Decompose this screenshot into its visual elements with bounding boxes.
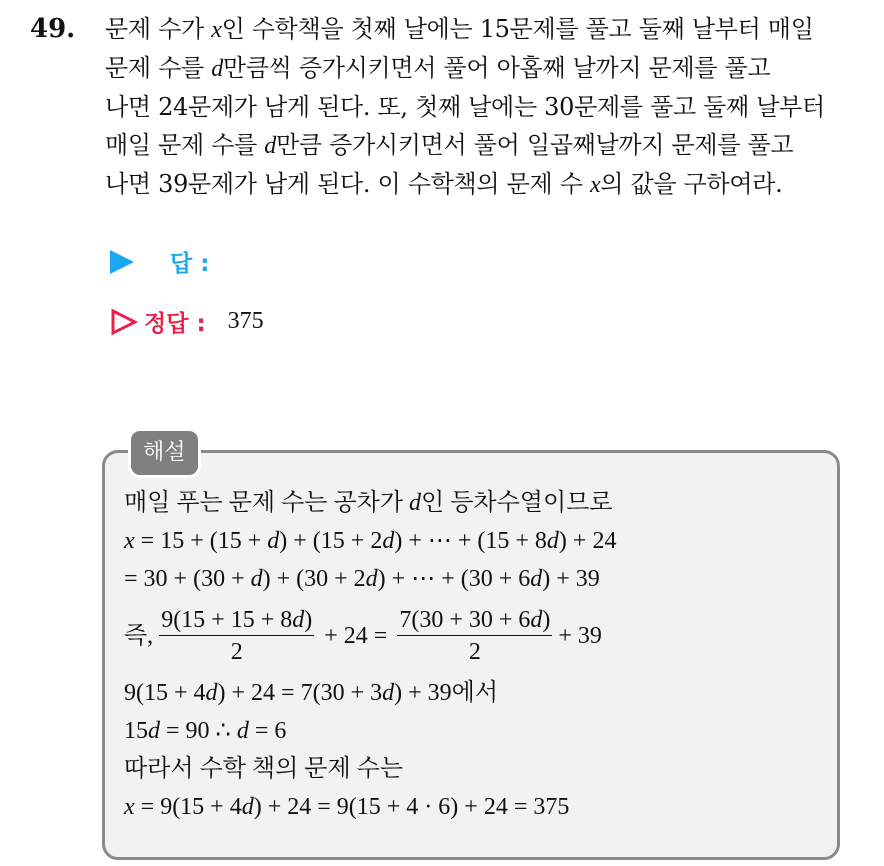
solution-line-2: x = 15 + (15 + d) + (15 + 2d) + ⋯ + (15 + 8d) + 24 bbox=[124, 528, 617, 554]
correct-answer-value: 375 bbox=[227, 308, 264, 334]
solution-line-4-prefix: 즉, bbox=[124, 623, 154, 649]
solution-line-4-mid: + 24 = bbox=[324, 623, 388, 649]
math-variable: d bbox=[267, 528, 280, 554]
solution-line-3: = 30 + (30 + d) + (30 + 2d) + ⋯ + (30 + 6d) + 39 bbox=[124, 566, 600, 592]
math-variable: d bbox=[382, 680, 395, 706]
problem-line-1: 문제 수가 x인 수학책을 첫째 날에는 15문제를 풀고 둘째 날부터 매일 bbox=[105, 15, 814, 43]
solution-line-6: 15d = 90 ∴ d = 6 bbox=[124, 718, 287, 744]
math-variable: d bbox=[250, 566, 263, 592]
math-variable: x bbox=[211, 17, 222, 43]
solution-line-1: 매일 푸는 문제 수는 공차가 d인 등차수열이므로 bbox=[124, 490, 613, 516]
problem-line-5: 나면 39문제가 남게 된다. 이 수학책의 문제 수 x의 값을 구하여라. bbox=[105, 170, 783, 198]
solution-line-7: 따라서 수학 책의 문제 수는 bbox=[124, 756, 404, 782]
solution-tag: 해설 bbox=[128, 428, 201, 478]
problem-line-4: 매일 문제 수를 d만큼 증가시키면서 풀어 일곱째날까지 문제를 풀고 bbox=[105, 131, 794, 159]
solution-line-5: 9(15 + 4d) + 24 = 7(30 + 3d) + 39에서 bbox=[124, 680, 499, 706]
answer-label: 답 : bbox=[170, 251, 210, 277]
math-variable: d bbox=[211, 56, 223, 82]
fraction-1 bbox=[159, 605, 314, 668]
problem-number: 49. bbox=[30, 14, 76, 44]
math-variable: d bbox=[530, 566, 543, 592]
solution-line-4-suffix: + 39 bbox=[558, 623, 602, 649]
math-variable: x bbox=[124, 528, 135, 554]
fraction-2-numerator: 7(30 + 30 + 6d) bbox=[397, 605, 552, 636]
math-variable: d bbox=[205, 680, 218, 706]
fraction-2-denominator: 2 bbox=[468, 638, 481, 665]
answer-row bbox=[110, 245, 209, 278]
problem-line-3: 나면 24문제가 남게 된다. 또, 첫째 날에는 30문제를 풀고 둘째 날부터 bbox=[105, 93, 825, 121]
play-triangle-icon bbox=[110, 250, 134, 274]
problem-text bbox=[105, 10, 884, 204]
math-variable: d bbox=[409, 490, 422, 516]
fraction-1-numerator: 9(15 + 15 + 8d) bbox=[159, 605, 314, 636]
solution-line-8: x = 9(15 + 4d) + 24 = 9(15 + 4 · 6) + 24 = 375 bbox=[124, 794, 570, 820]
fraction-1-denominator: 2 bbox=[230, 638, 243, 665]
math-variable: d bbox=[546, 528, 559, 554]
math-variable: d bbox=[292, 606, 305, 633]
math-variable: x bbox=[589, 172, 601, 198]
fraction-2 bbox=[397, 605, 552, 668]
solution-body bbox=[124, 484, 824, 826]
math-variable: d bbox=[241, 794, 254, 820]
correct-answer-row bbox=[110, 305, 264, 338]
outline-triangle-icon bbox=[110, 308, 138, 336]
problem-line-2: 문제 수를 d만큼씩 증가시키면서 풀어 아홉째 날까지 문제를 풀고 bbox=[105, 54, 771, 82]
math-variable: d bbox=[365, 566, 378, 592]
correct-answer-label: 정답 : bbox=[144, 311, 206, 337]
math-variable: d bbox=[530, 606, 543, 633]
math-variable: d bbox=[148, 718, 160, 744]
math-variable: d bbox=[382, 528, 395, 554]
math-variable: d bbox=[236, 718, 249, 744]
solution-line-4 bbox=[124, 598, 824, 674]
math-variable: d bbox=[264, 133, 276, 159]
math-variable: x bbox=[124, 794, 135, 820]
